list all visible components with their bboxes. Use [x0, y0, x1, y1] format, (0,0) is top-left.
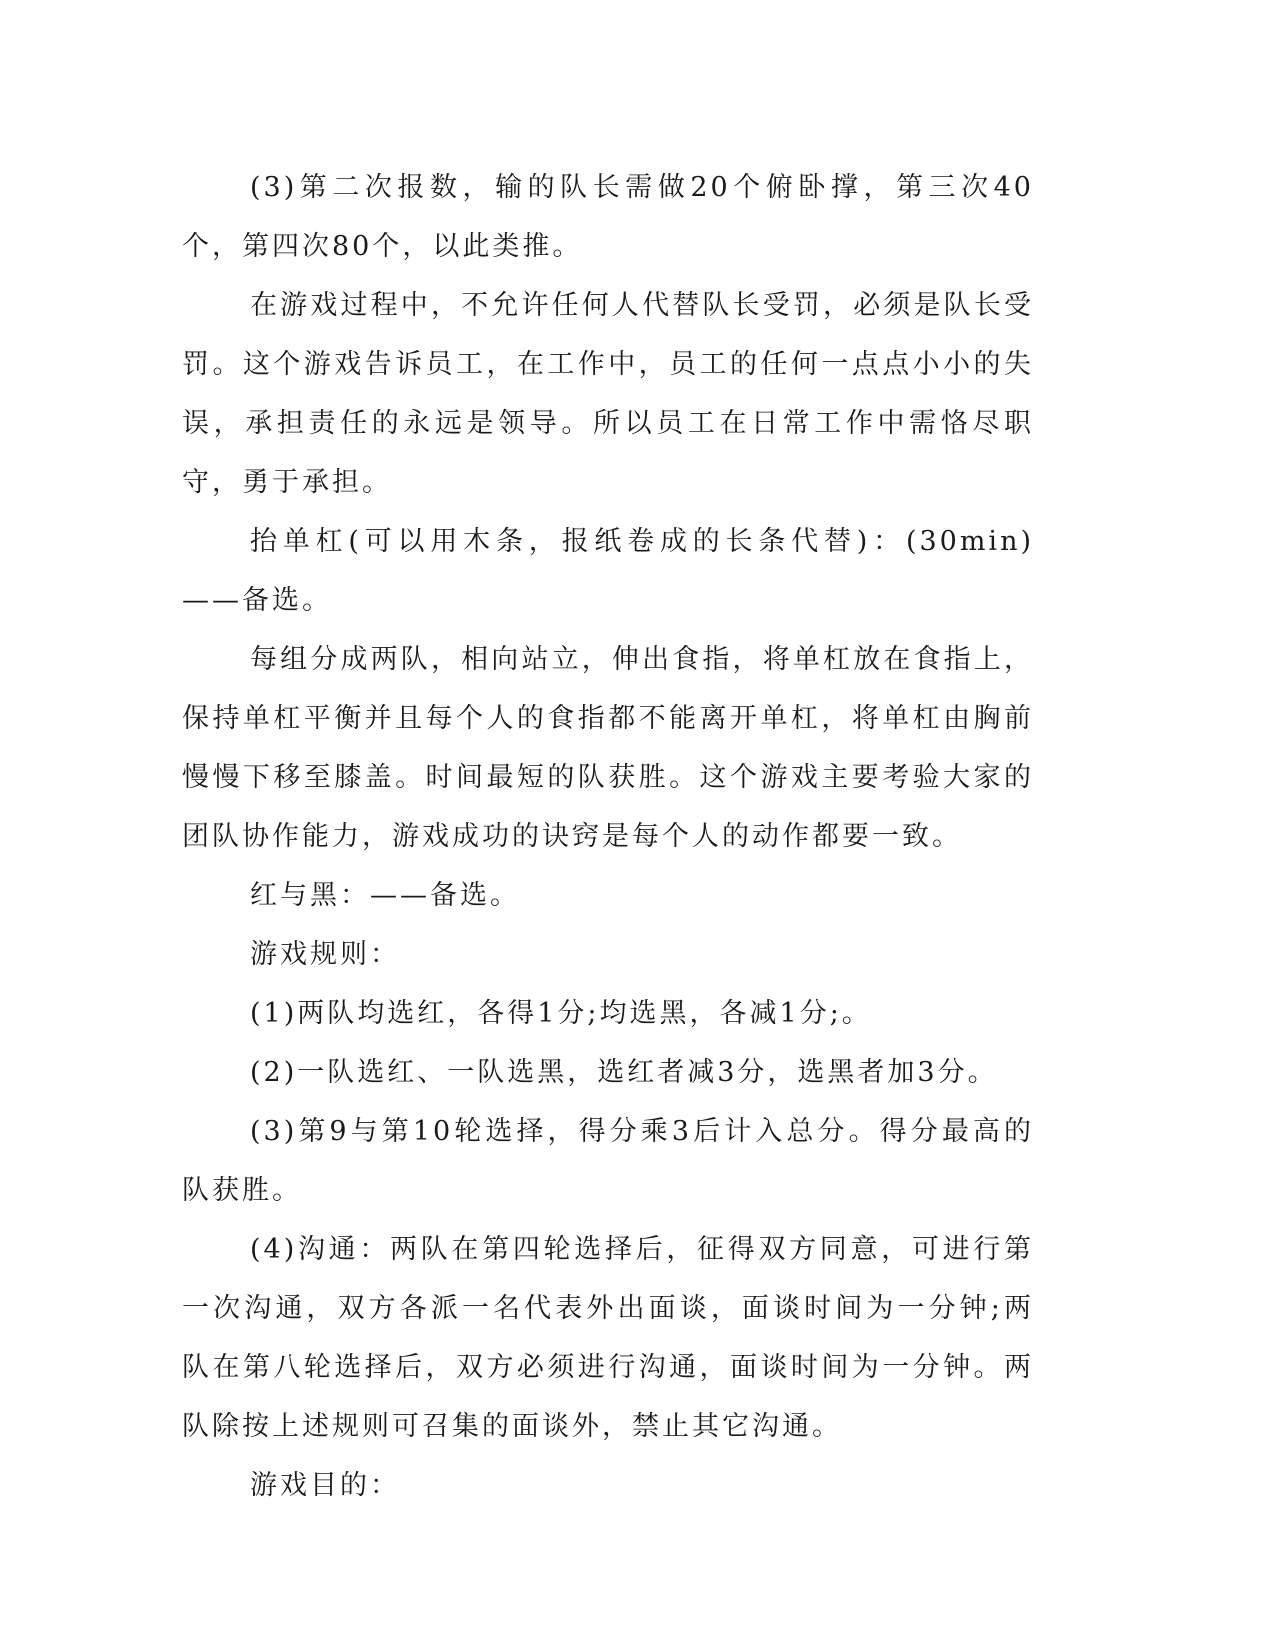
paragraph-purpose-heading: 游戏目的： — [250, 1470, 400, 1501]
paragraph-bar-game-title: 抬单杠(可以用木条，报纸卷成的长条代替)：(30min)——备选。 — [182, 526, 1034, 616]
paragraph-pushup-rule: (3)第二次报数，输的队长需做20个俯卧撑，第三次40个，第四次80个，以此类推。 — [182, 172, 1034, 262]
paragraph-rules-heading: 游戏规则： — [250, 939, 400, 970]
document-body — [182, 158, 1034, 1515]
paragraph-rule-4: (4)沟通：两队在第四轮选择后，征得双方同意，可进行第一次沟通，双方各派一名代表外出面谈，面谈时间为一分钟;两队在第八轮选择后，双方必须进行沟通，面谈时间为一分钟。两队除按上述规则可召集的面谈外，禁止其它沟通。 — [182, 1234, 1034, 1442]
paragraph-red-black-title: 红与黑：——备选。 — [250, 880, 520, 911]
paragraph-captain-penalty: 在游戏过程中，不允许任何人代替队长受罚，必须是队长受罚。这个游戏告诉员工，在工作中，员工的任何一点点小小的失误，承担责任的永远是领导。所以员工在日常工作中需恪尽职守，勇于承担。 — [182, 290, 1034, 498]
paragraph-rule-2: (2)一队选红、一队选黑，选红者减3分，选黑者加3分。 — [250, 1057, 998, 1088]
paragraph-rule-1: (1)两队均选红，各得1分;均选黑，各减1分;。 — [250, 998, 872, 1029]
paragraph-bar-game-rules: 每组分成两队，相向站立，伸出食指，将单杠放在食指上，保持单杠平衡并且每个人的食指都不能离开单杠，将单杠由胸前慢慢下移至膝盖。时间最短的队获胜。这个游戏主要考验大家的团队协作能力，游戏成功的诀窍是每个人的动作都要一致。 — [182, 644, 1034, 852]
paragraph-rule-3: (3)第9与第10轮选择，得分乘3后计入总分。得分最高的队获胜。 — [182, 1116, 1034, 1206]
